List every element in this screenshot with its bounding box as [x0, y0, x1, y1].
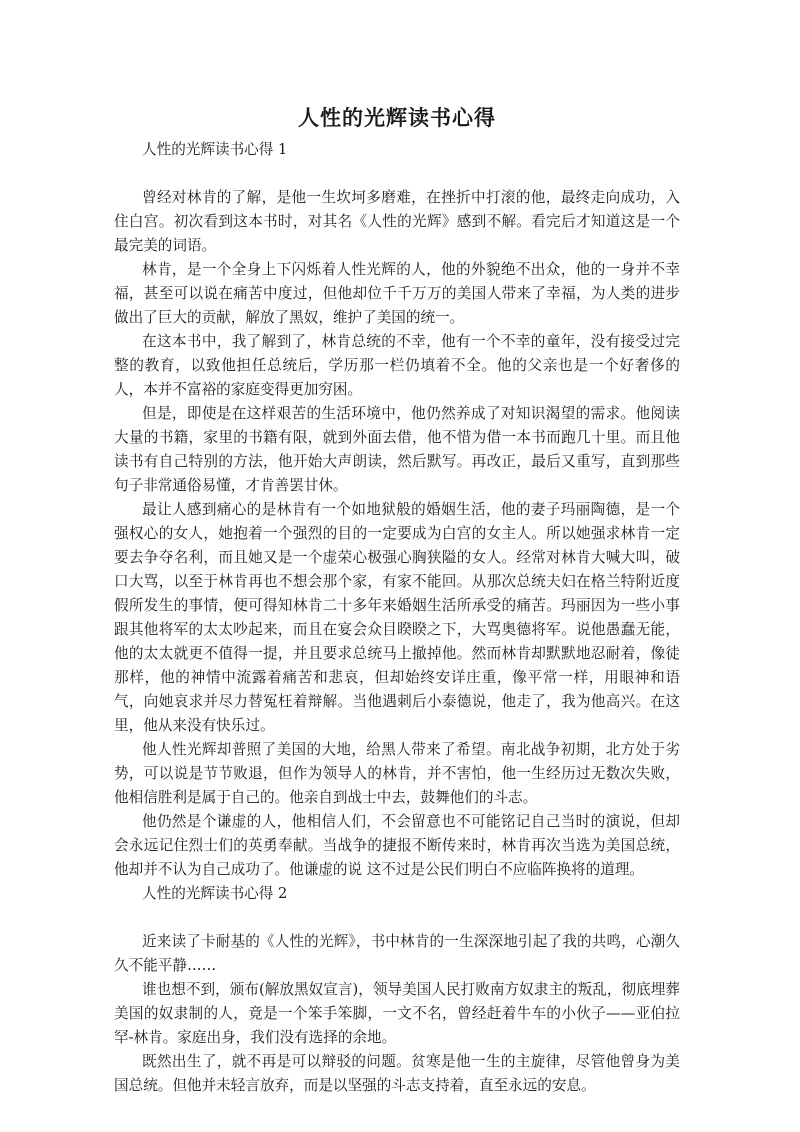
paragraph: 林肯，是一个全身上下闪烁着人性光辉的人，他的外貌绝不出众，他的一身并不幸福，甚至可以说在痛苦中度过，但他却位千千万万的美国人带来了幸福，为人类的进步做出了巨大的贡献，解放了黑奴，维护了美国的统一。: [114, 261, 680, 326]
paragraph: 曾经对林肯的了解，是他一生坎坷多磨难，在挫折中打滚的他，最终走向成功，入住白宫。初次看到这本书时，对其名《人性的光辉》感到不解。看完后才知道这是一个最完美的词语。: [114, 189, 680, 254]
blank-line: [114, 162, 680, 186]
paragraph: 但是，即使是在这样艰苦的生活环境中，他仍然养成了对知识渴望的需求。他阅读大量的书籍，家里的书籍有限，就到外面去借，他不惜为借一本书而跑几十里。而且他读书有自己特别的方法，他开始大声朗读，然后默写。再改正，最后又重写，直到那些句子非常通俗易懂，才肯善罢甘休。: [114, 405, 680, 494]
section-heading-1: 人性的光辉读书心得 1: [142, 141, 288, 158]
document-title: 人性的光辉读书心得: [298, 105, 496, 130]
blank-line: [114, 906, 680, 930]
paragraph: 谁也想不到，颁布(解放黑奴宣言)，领导美国人民打败南方奴隶主的叛乱，彻底埋葬美国的奴隶制的人，竟是一个笨手笨脚，一文不名，曾经赶着牛车的小伙子——亚伯拉罕-林肯。家庭出身，我们没有选择的余地。: [114, 981, 680, 1046]
paragraph: 他人性光辉却普照了美国的大地，给黑人带来了希望。南北战争初期，北方处于劣势，可以说是节节败退，但作为领导人的林肯，并不害怕，他一生经历过无数次失败，他相信胜利是属于自己的。他亲自到战士中去，鼓舞他们的斗志。: [114, 741, 680, 806]
section-heading-2: 人性的光辉读书心得 2: [142, 885, 288, 902]
paragraph: 近来读了卡耐基的《人性的光辉》，书中林肯的一生深深地引起了我的共鸣，心潮久久不能平静……: [114, 933, 680, 974]
document-page: [114, 104, 680, 1098]
paragraph: 在这本书中，我了解到了，林肯总统的不幸，他有一个不幸的童年，没有接受过完整的教育，以致他担任总统后，学历那一栏仍填着不全。他的父亲也是一个好奢侈的人，本并不富裕的家庭变得更加穷困。: [114, 333, 680, 398]
paragraph: 最让人感到痛心的是林肯有一个如地狱般的婚姻生活，他的妻子玛丽陶德，是一个强权心的女人，她抱着一个强烈的目的一定要成为白宫的女主人。所以她强求林肯一定要去争夺名利，而且她又是一个虚荣心极强心胸狭隘的女人。经常对林肯大喊大叫，破口大骂，以至于林肯再也不想会那个家，有家不能回。从那次总统夫妇在格兰特附近度假所发生的事情，便可得知林肯二十多年来婚姻生活所承受的痛苦。玛丽因为一些小事跟其他将军的太太吵起来，而且在宴会众目睽睽之下，大骂奥德将军。说他愚蠢无能，他的太太就更不值得一提，并且要求总统马上撤掉他。然而林肯却默默地忍耐着，像徒那样，他的神情中流露着痛苦和悲哀，但却始终安详庄重，像平常一样，用眼神和语气，向她哀求并尽力替冤枉着辩解。当他遇刺后小泰德说，他走了，我为他高兴。在这里，他从来没有快乐过。: [114, 501, 680, 734]
paragraph: 既然出生了，就不再是可以辩驳的问题。贫寒是他一生的主旋律，尽管他曾身为美国总统。但他并未轻言放弃，而是以坚强的斗志支持着，直至永远的安息。: [114, 1053, 680, 1094]
paragraph: 他仍然是个谦虚的人，他相信人们，不会留意也不可能铭记自己当时的演说，但却会永远记住烈士们的英勇奉献。当战争的捷报不断传来时，林肯再次当选为美国总统，他却并不认为自己成功了。他谦虚的说 这不过是公民们明白不应临阵换将的道理。: [114, 813, 680, 878]
